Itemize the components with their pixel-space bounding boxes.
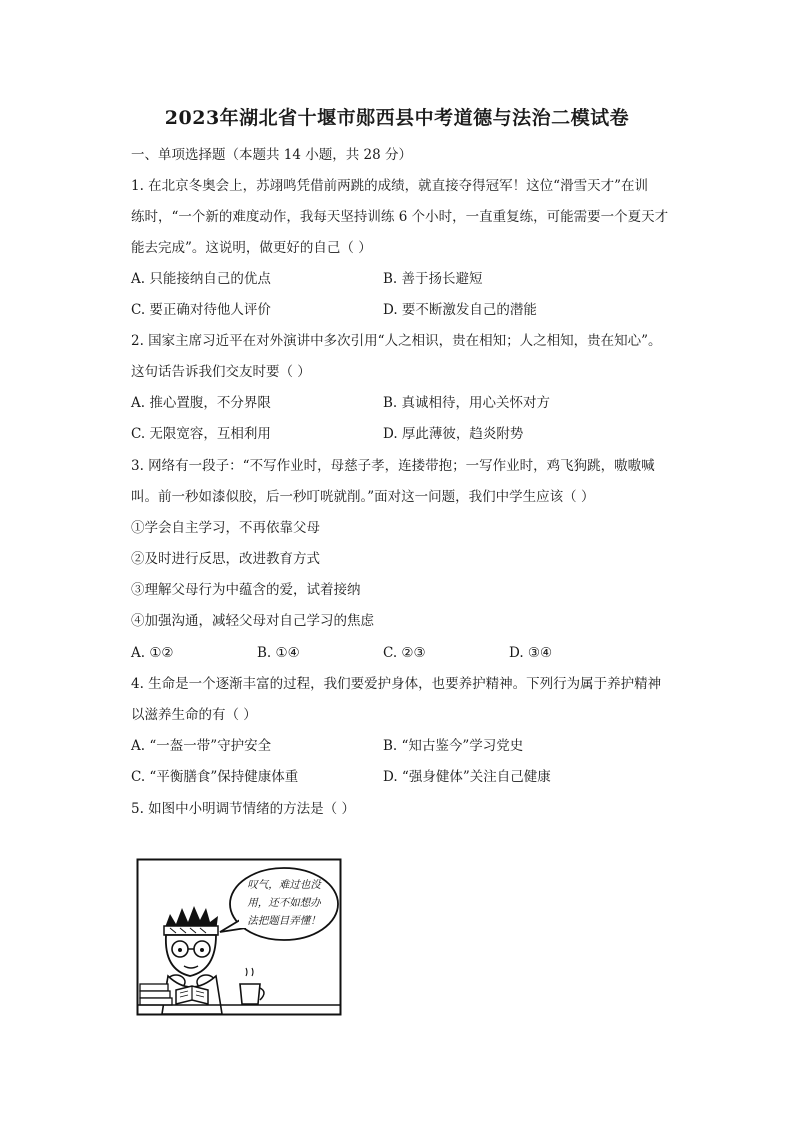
q1-line-2: 练时，“一个新的难度动作，我每天坚持训练 6 个小时，一直重复练，可能需要一个夏天才	[131, 209, 669, 225]
q3-option-d: D. ③④	[509, 645, 553, 661]
bubble-line-1: 叹气，难过也没	[247, 879, 321, 891]
q3-statement-2: ②及时进行反思，改进教育方式	[131, 551, 320, 567]
q1-option-d: D. 要不断激发自己的潜能	[383, 302, 537, 318]
q1-option-c: C. 要正确对待他人评价	[131, 302, 271, 318]
q3-statement-4: ④加强沟通，减轻父母对自己学习的焦虑	[131, 613, 374, 629]
q2-option-a: A. 推心置腹，不分界限	[131, 395, 271, 411]
q4-line-2: 以滋养生命的有（ ）	[131, 707, 257, 723]
bubble-line-3: 法把题目弄懂！	[247, 915, 321, 927]
q1-option-a: A. 只能接纳自己的优点	[131, 271, 271, 287]
q4-option-d: D. “强身健体”关注自己健康	[383, 769, 551, 785]
q4-line-1: 4. 生命是一个逐渐丰富的过程，我们要爱护身体，也要养护精神。下列行为属于养护精神	[131, 676, 662, 692]
q2-option-b: B. 真诚相待，用心关怀对方	[383, 395, 551, 411]
q4-option-b: B. “知古鉴今”学习党史	[383, 738, 524, 754]
q2-option-c: C. 无限宽容，互相利用	[131, 426, 271, 442]
book-stack	[140, 984, 172, 1005]
q2-line-2: 这句话告诉我们交友时要（ ）	[131, 364, 311, 380]
q3-option-c: C. ②③	[383, 645, 426, 661]
exam-title: 2023年湖北省十堰市郧西县中考道德与法治二模试卷	[164, 107, 630, 129]
cartoon-illustration	[136, 858, 342, 1016]
q4-option-a: A. “一盔一带”守护安全	[131, 738, 272, 754]
q3-line-2: 叫。前一秒如漆似胶，后一秒叮咣就削。”面对这一问题，我们中学生应该（ ）	[131, 489, 595, 505]
q4-option-c: C. “平衡膳食”保持健康体重	[131, 769, 299, 785]
q2-line-1: 2. 国家主席习近平在对外演讲中多次引用“人之相识，贵在相知；人之相知，贵在知心”。	[131, 333, 662, 349]
bubble-line-2: 用，还不如想办	[247, 897, 321, 909]
q3-statement-3: ③理解父母行为中蕴含的爱，试着接纳	[131, 582, 361, 598]
q3-line-1: 3. 网络有一段子：“不写作业时，母慈子孝，连搂带抱；一写作业时，鸡飞狗跳，嗷嗷喊	[131, 458, 655, 474]
q1-line-3: 能去完成”。这说明，做更好的自己（ ）	[131, 240, 372, 256]
q5-line-1: 5. 如图中小明调节情绪的方法是（ ）	[131, 801, 355, 817]
q3-option-b: B. ①④	[257, 645, 300, 661]
q2-option-d: D. 厚此薄彼，趋炎附势	[383, 426, 524, 442]
section-heading: 一、单项选择题（本题共 14 小题，共 28 分）	[131, 147, 413, 163]
q3-statement-1: ①学会自主学习，不再依靠父母	[131, 520, 320, 536]
q1-option-b: B. 善于扬长避短	[383, 271, 483, 287]
q1-line-1: 1. 在北京冬奥会上，苏翊鸣凭借前两跳的成绩，就直接夺得冠军！这位“滑雪天才”在训	[131, 178, 648, 194]
q3-option-a: A. ①②	[131, 645, 174, 661]
